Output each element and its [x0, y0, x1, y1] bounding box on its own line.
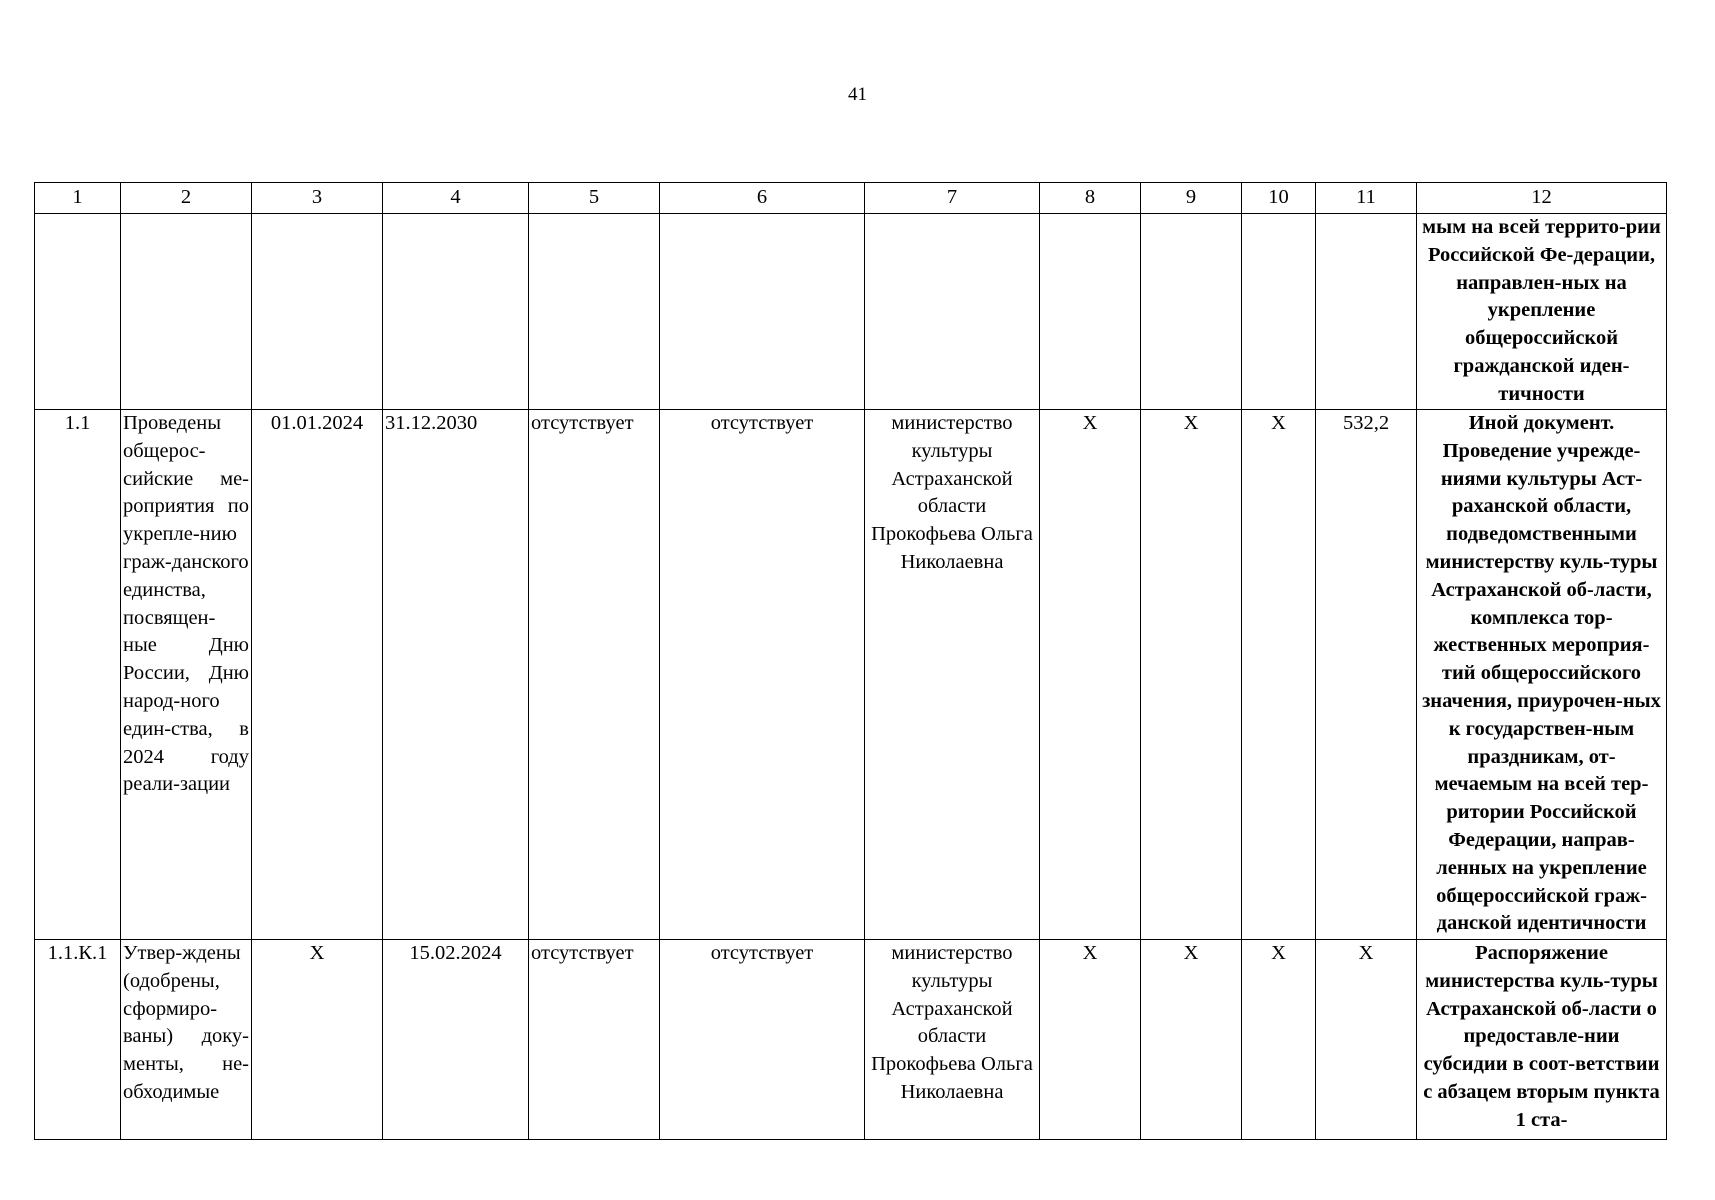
- cell-end-date: 15.02.2024: [383, 940, 529, 1140]
- cell-amount: 532,2: [1316, 410, 1417, 940]
- header-cell: 2: [121, 183, 252, 214]
- plan-table: [34, 182, 1667, 1140]
- header-cell: 8: [1040, 183, 1141, 214]
- table-row: [35, 410, 1667, 940]
- cell-col8: X: [1040, 410, 1141, 940]
- cell-col9: X: [1141, 940, 1242, 1140]
- cell-amount: X: [1316, 940, 1417, 1140]
- header-row: [35, 183, 1667, 214]
- cell-end-date: 31.12.2030: [383, 410, 529, 940]
- header-cell: 4: [383, 183, 529, 214]
- cell-col8: [1040, 214, 1141, 410]
- cell-col6: отсутствует: [660, 940, 865, 1140]
- cell-col9: [1141, 214, 1242, 410]
- cell-document: Иной документ. Проведение учрежде-ниями культуры Аст-раханской области, подведомственными министерству куль-туры Астраханской об-ласти, комплекса тор-жественных мероприя-тий общероссийского значения, приурочен-ных к государствен-ным праздникам, от-мечаемым на всей тер-ритории Российской Федерации, направ-ленных на укрепление общероссийской граж-данской идентичности: [1417, 410, 1667, 940]
- cell-col10: X: [1242, 940, 1316, 1140]
- cell-amount: [1316, 214, 1417, 410]
- cell-start-date: X: [252, 940, 383, 1140]
- page-number: 41: [848, 84, 867, 105]
- cell-document: мым на всей террито-рии Российской Фе-дерации, направлен-ных на укрепление общероссийской гражданской иден-тичности: [1417, 214, 1667, 410]
- cell-start-date: [252, 214, 383, 410]
- cell-start-date: 01.01.2024: [252, 410, 383, 940]
- cell-number: 1.1.К.1: [35, 940, 121, 1140]
- header-cell: 11: [1316, 183, 1417, 214]
- header-cell: 12: [1417, 183, 1667, 214]
- cell-name: Проведены общерос-сийские ме-роприятия по укрепле-нию граж-данского единства, посвящен-ные Дню России, Дню народ-ного един-ства, в 2024 году реали-зации: [121, 410, 252, 940]
- cell-responsible: министерство культуры Астраханской области Прокофьева Ольга Николаевна: [865, 940, 1040, 1140]
- cell-responsible: [865, 214, 1040, 410]
- cell-col6: отсутствует: [660, 410, 865, 940]
- cell-col9: X: [1141, 410, 1242, 940]
- cell-col5: отсутствует: [529, 940, 660, 1140]
- cell-col6: [660, 214, 865, 410]
- header-cell: 9: [1141, 183, 1242, 214]
- cell-number: 1.1: [35, 410, 121, 940]
- table-row: [35, 214, 1667, 410]
- cell-end-date: [383, 214, 529, 410]
- cell-col5: [529, 214, 660, 410]
- header-cell: 6: [660, 183, 865, 214]
- cell-name: Утвер-ждены (одобрены, сформиро-ваны) доку-менты, не-обходимые: [121, 940, 252, 1140]
- cell-number: [35, 214, 121, 410]
- cell-name: [121, 214, 252, 410]
- cell-col5: отсутствует: [529, 410, 660, 940]
- cell-document: Распоряжение министерства куль-туры Астраханской об-ласти о предоставле-нии субсидии в соот-ветствии с абзацем вторым пункта 1 ста-: [1417, 940, 1667, 1140]
- cell-col8: X: [1040, 940, 1141, 1140]
- cell-col10: X: [1242, 410, 1316, 940]
- cell-col10: [1242, 214, 1316, 410]
- header-cell: 5: [529, 183, 660, 214]
- header-cell: 3: [252, 183, 383, 214]
- cell-responsible: министерство культуры Астраханской области Прокофьева Ольга Николаевна: [865, 410, 1040, 940]
- header-cell: 1: [35, 183, 121, 214]
- table-row: [35, 940, 1667, 1140]
- header-cell: 7: [865, 183, 1040, 214]
- header-cell: 10: [1242, 183, 1316, 214]
